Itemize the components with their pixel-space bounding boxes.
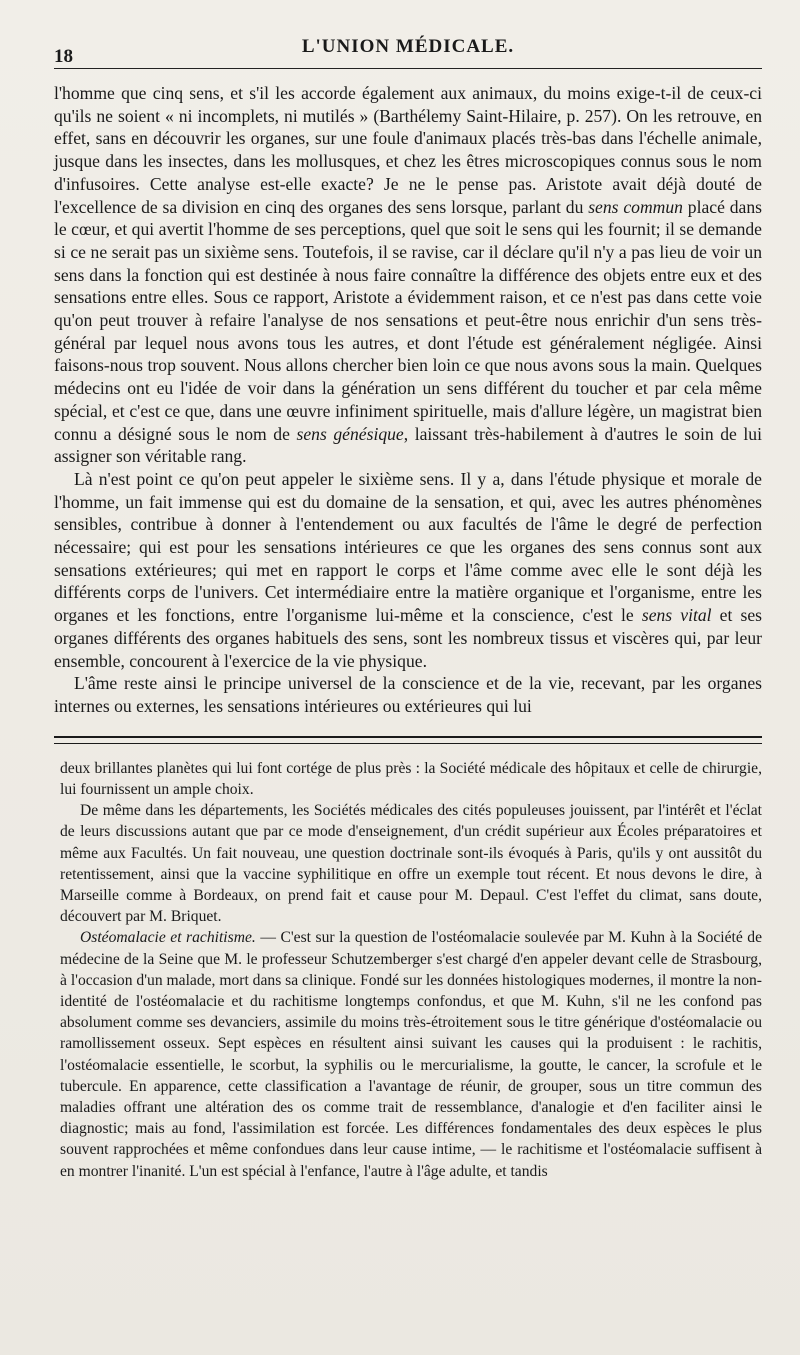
running-head: L'UNION MÉDICALE. [301, 36, 515, 57]
italic-term: Ostéomalacie et rachitisme. [80, 929, 256, 947]
text-run: — C'est sur la question de l'ostéomalacie soulevée par M. Kuhn à la Société de médecine de la Seine que M. le professeur Schutzemberger s'est chargé d'en appeler devant celle de Strasbourg, à l'occasion d'un malade, mort dans sa clinique. Fondé sur les données histologiques modernes, il montre la non-identité de l'ostéomalacie et du rachitisme longtemps confondus, et que M. Kuhn, s'il ne les confond pas absolument comme ses devanciers, assimile du moins très-étroitement sous le titre générique d'ostéomalacie ou ramollissement osseux. Sept espèces en résultent ainsi suivant les causes qui la produisent : le rachitis, l'ostéomalacie essentielle, le scorbut, la syphilis ou le mercurialisme, la goutte, le cancer, la scrofule et le tubercule. En apparence, cette classification a l'avantage de réunir, de grouper, sous un titre commun des maladies offrant une altération des os comme trait de ressemblance, d'analogie et d'en faciliter ainsi le diagnostic; mais au fond, l'assimilation est forcée. Les différences fondamentales des deux espèces le plus souvent rapprochées et même confondues dans leur cause intime, — le rachitisme et l'ostéomalacie suffisent à en montrer l'inanité. L'un est spécial à l'enfance, l'autre à l'âge adulte, et tandis [60, 929, 762, 1180]
feuilleton-text [60, 758, 762, 1182]
page-number: 18 [54, 46, 73, 67]
text-run: , laissant très-habilement à d'autres le soin de lui assigner son véritable rang. [54, 423, 762, 467]
main-paragraph [54, 82, 762, 468]
header-rule [54, 68, 762, 69]
text-run: De même dans les départements, les Sociétés médicales des cités populeuses jouissent, par l'intérêt et l'éclat de leurs discussions autant que par ce mode d'enseignement, d'un crédit supérieur aux Écoles préparatoires et même aux Facultés. Un fait nouveau, une question doctrinale sont-ils évoqués à Paris, qu'ils y ont aussitôt du retentissement, ainsi que la vaccine syphilitique en offre un exemple tout récent. Et nous devons le dire, à Marseille comme à Bordeaux, on prend fait et cause pour M. Depaul. C'est l'effet du climat, sans doute, découvert par M. Briquet. [60, 802, 762, 926]
page-header [54, 0, 762, 67]
text-run: et ses organes différents des organes habituels des sens, sont les nombreux tissus et viscères qui, par leur ensemble, concourent à l'exercice de la vie physique. [54, 605, 763, 671]
text-run: Là n'est point ce qu'on peut appeler le sixième sens. Il y a, dans l'étude physique et morale de l'homme, un fait immense qui est du domaine de la sensation, et qui, avec les autres phénomènes sensibles, contribue à donner à l'entendement ou aux facultés de l'âme le degré de perfection nécessaire; qui est pour les sensations intérieures ce que les organes des sens connus sont aux sensations extérieures; qui met en rapport le corps et l'âme comme avec elle le sont déjà les différents corps de l'univers. Cet intermédiaire entre la matière organique et l'organisme, entre les organes et les fonctions, entre l'organisme lui-même et la conscience, c'est le [54, 468, 762, 626]
feuilleton-paragraph [60, 927, 762, 1181]
text-run: L'âme reste ainsi le principe universel de la conscience et de la vie, recevant, par les organes internes ou externes, les sensations intérieures ou extérieures qui lui [54, 673, 762, 716]
text-run: l'homme que cinq sens, et s'il les accorde également aux animaux, du moins exige-t-il de ceux-ci qu'ils ne soient « ni incomplets, ni mutilés » (Barthélemy Saint-Hilaire, p. 257). On les retrouve, en effet, sans en découvrir les organes, sur une foule d'animaux placés très-bas dans l'échelle animale, jusque dans les insectes, dans les mollusques, et chez les êtres microscopiques connus sous le nom d'infusoires. Cette analyse est-elle exacte? Je ne le pense pas. Aristote avait déjà douté de l'excellence de sa division en cinq des organes des sens lorsque, parlant du [54, 83, 762, 217]
main-paragraph [54, 672, 762, 717]
text-run: deux brillantes planètes qui lui font cortége de plus près : la Société médicale des hôpitaux et celle de chirurgie, lui fournissent un ample choix. [60, 759, 762, 798]
feuilleton-paragraph [60, 758, 762, 800]
feuilleton-paragraph [60, 800, 762, 927]
text-run: placé dans le cœur, et qui avertit l'homme de ses perceptions, quel que soit le sens qui les fournit; il se demande si ce ne serait pas un sixième sens. Toutefois, il se ravise, car il déclare qu'il n'y a pas lieu de voir un sens dans la fonction qui est destinée à nous faire connaître la différence des objets entre eux et des sensations entre elles. Sous ce rapport, Aristote a évidemment raison, et ce n'est pas dans cette voie qu'on peut trouver à refaire l'analyse de nos sensations et peut-être nous enrichir d'un sens très-général par lequel nous avons tous les autres, et dont l'étude est généralement négligée. Ainsi faisons-nous trop souvent. Nous allons chercher bien loin ce que nous avons sous la main. Quelques médecins ont eu l'idée de voir dans la génération un sens différent du toucher et par cela même spécial, et c'est ce que, dans une œuvre infiniment spirituelle, mais d'allure légère, un magistrat bien connu a désigné sous le nom de [54, 196, 762, 444]
italic-term: sens commun [588, 196, 683, 217]
main-text [54, 82, 762, 718]
italic-term: sens vital [641, 605, 712, 626]
italic-term: sens génésique [296, 423, 404, 444]
feuilleton-separator [54, 736, 762, 744]
main-paragraph [54, 468, 762, 672]
